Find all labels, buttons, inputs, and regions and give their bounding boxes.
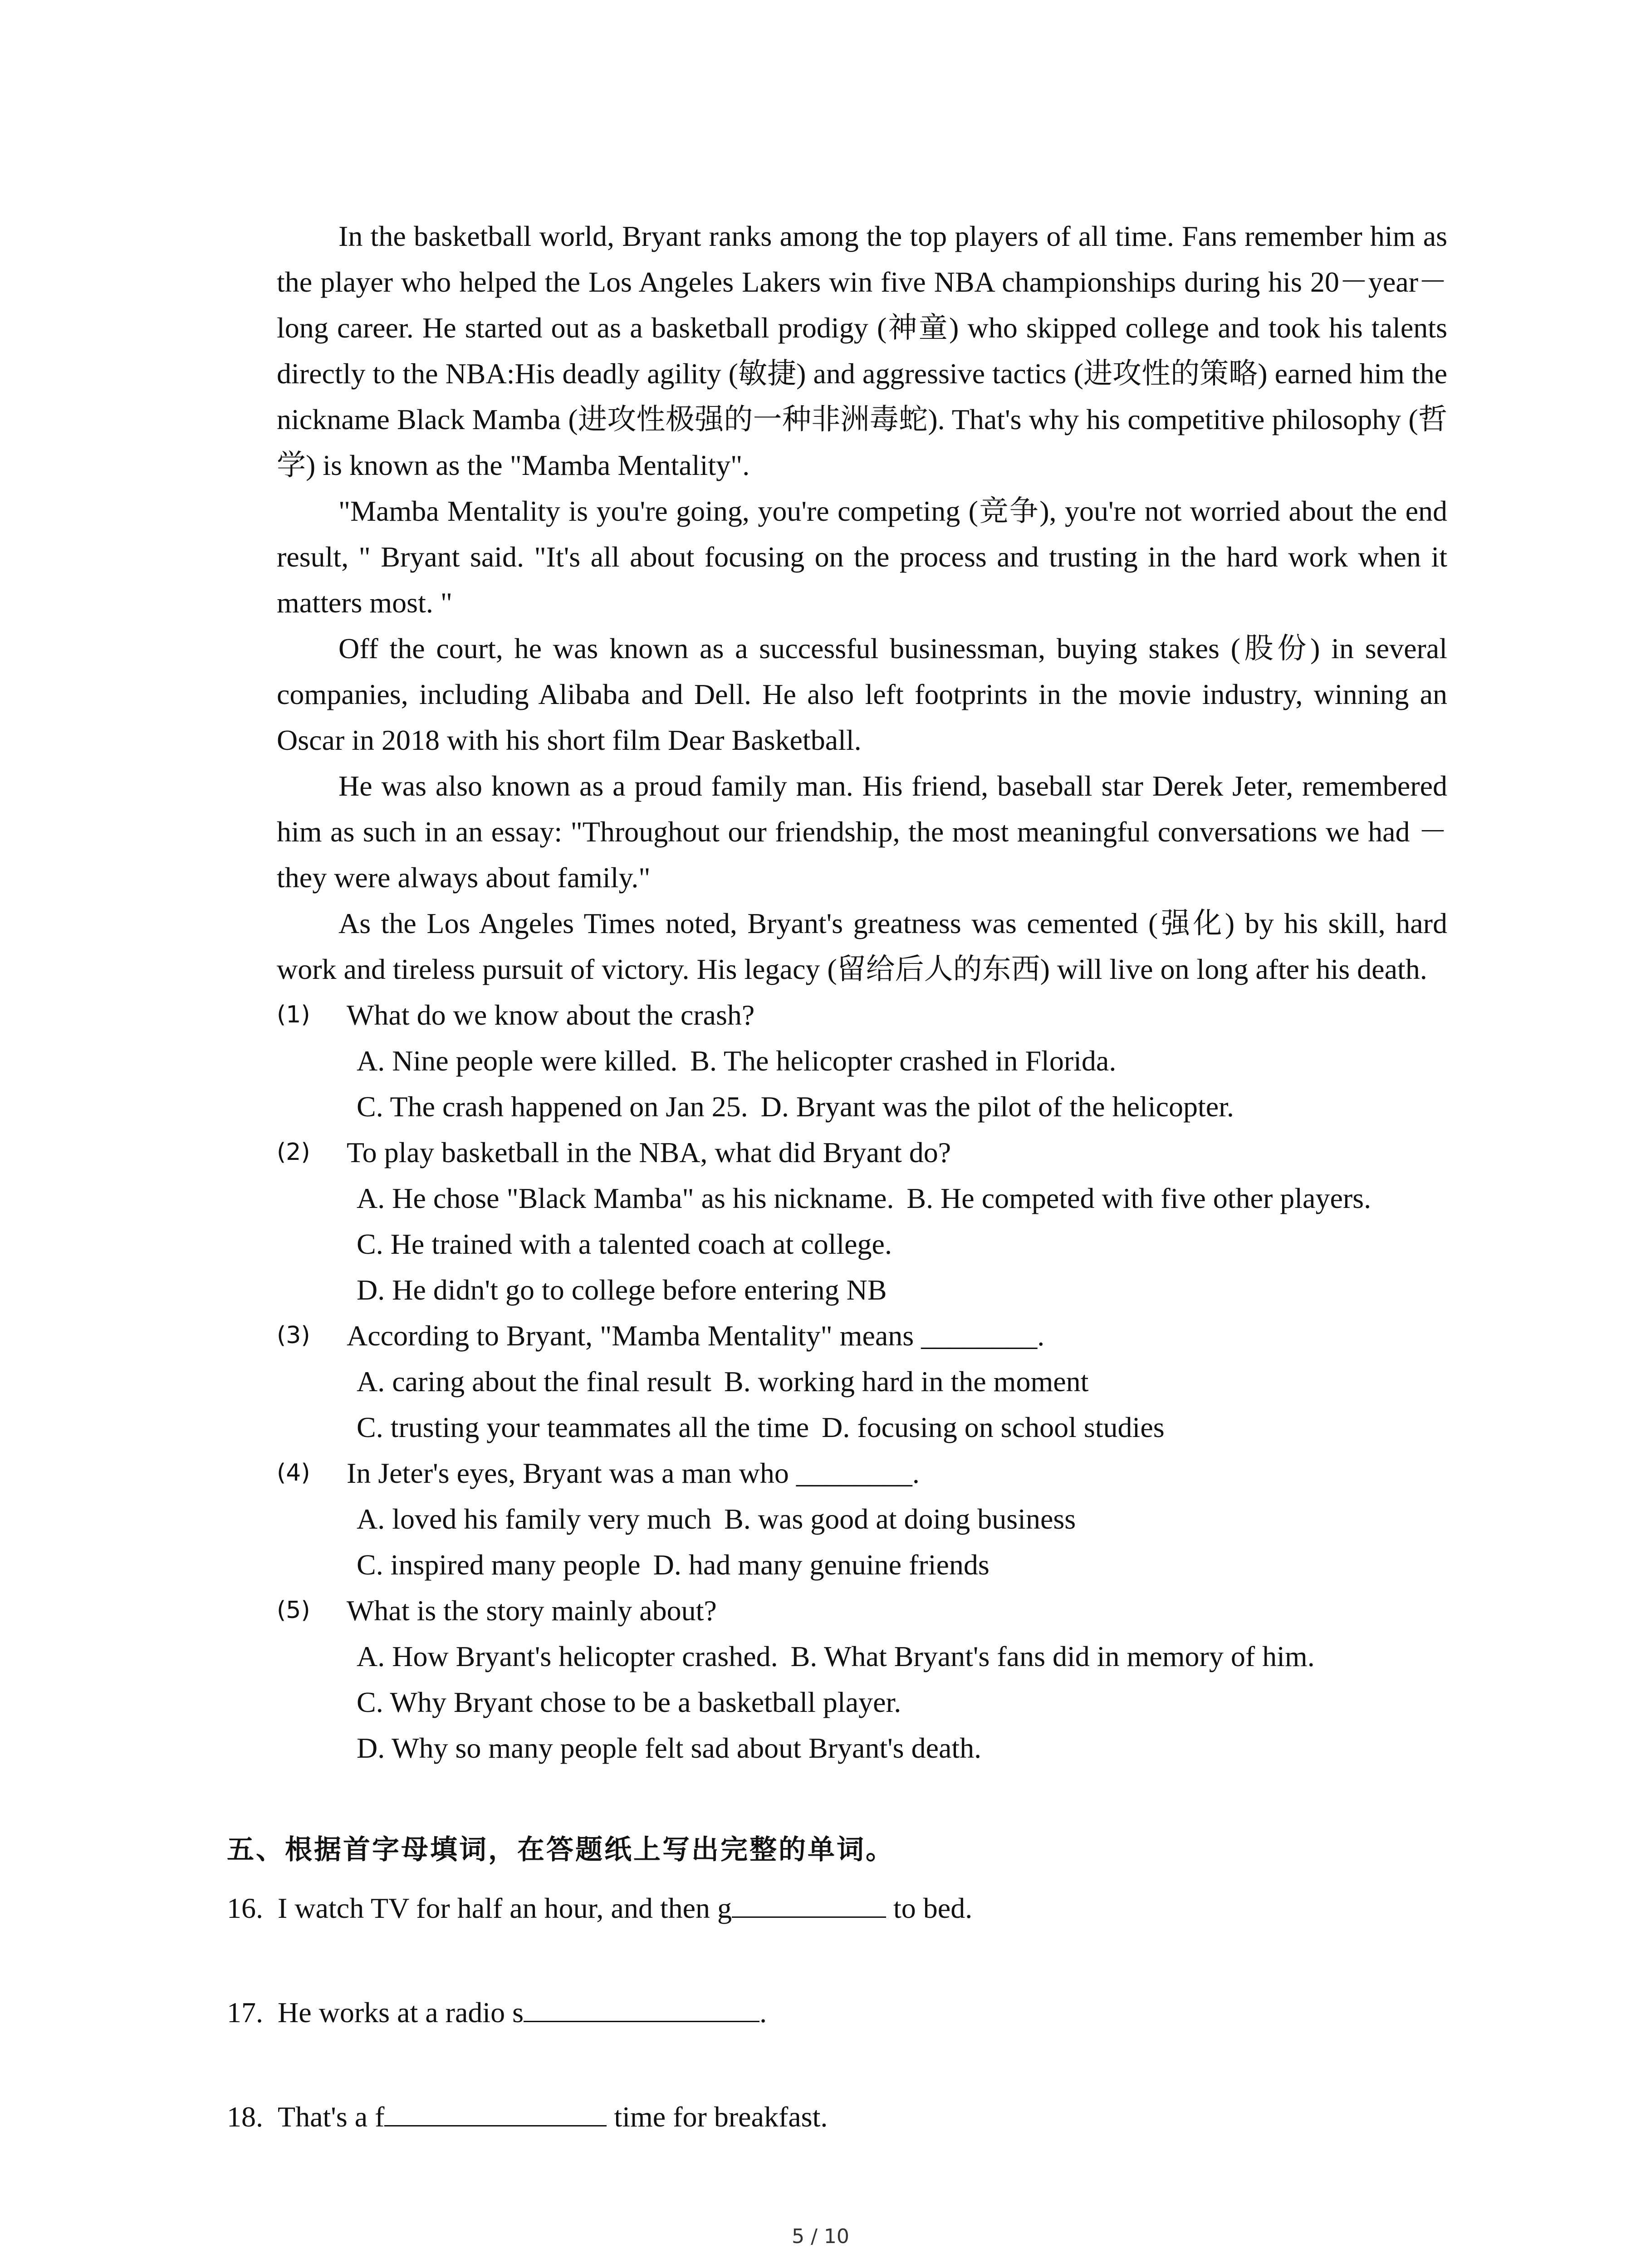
- question-text: To play basketball in the NBA, what did Bryant do?: [347, 1136, 951, 1168]
- option-line: [277, 1404, 1447, 1450]
- answer-blank[interactable]: [384, 2098, 607, 2126]
- option-line: [277, 1084, 1447, 1129]
- option-b: B. He competed with five other players.: [906, 1182, 1372, 1214]
- question-2: [277, 1129, 1447, 1313]
- option-line: [277, 1496, 1447, 1542]
- option-line: [277, 1267, 1447, 1313]
- option-c: C. He trained with a talented coach at college.: [357, 1228, 892, 1260]
- item-text-before: I watch TV for half an hour, and then g: [278, 1892, 732, 1924]
- question-text: In Jeter's eyes, Bryant was a man who ________.: [347, 1457, 920, 1489]
- answer-blank[interactable]: [524, 1994, 759, 2022]
- option-d: D. He didn't go to college before entering NB: [357, 1274, 887, 1306]
- passage-paragraph-4: He was also known as a proud family man. His friend, baseball star Derek Jeter, remembered him as such in an essay: "Throughout our friendship, the most meaningful conversations we had － they were always about family.": [277, 770, 1447, 894]
- option-b: B. The helicopter crashed in Florida.: [690, 1045, 1117, 1077]
- passage-paragraph-5: As the Los Angeles Times noted, Bryant's greatness was cemented (强化) by his skill, hard work and tireless pursuit of victory. His legacy (留给后人的东西) will live on long after his death.: [277, 907, 1447, 985]
- option-d: D. focusing on school studies: [822, 1411, 1165, 1443]
- question-4: [277, 1450, 1447, 1588]
- question-number: (3): [277, 1322, 310, 1349]
- option-b: B. was good at doing business: [724, 1503, 1076, 1535]
- option-d: D. had many genuine friends: [653, 1549, 989, 1581]
- option-line: [277, 1221, 1447, 1267]
- option-a: A. How Bryant's helicopter crashed.: [357, 1640, 778, 1672]
- question-text: What is the story mainly about?: [347, 1594, 717, 1627]
- option-line: [277, 1359, 1447, 1404]
- item-text-after: .: [759, 1996, 767, 2028]
- option-line: [277, 1679, 1447, 1725]
- option-line: [277, 1038, 1447, 1084]
- answer-blank[interactable]: [732, 1889, 886, 1918]
- question-5: [277, 1588, 1447, 1771]
- option-a: A. Nine people were killed.: [357, 1045, 678, 1077]
- question-number: (4): [277, 1459, 310, 1486]
- item-number: 16.: [227, 1892, 263, 1924]
- question-3: [277, 1313, 1447, 1450]
- option-line: [277, 1175, 1447, 1221]
- item-text-after: to bed.: [886, 1892, 973, 1924]
- passage-paragraph-3: Off the court, he was known as a successful businessman, buying stakes (股份) in several companies, including Alibaba and Dell. He also left footprints in the movie industry, winning an Oscar in 2018 with his short film Dear Basketball.: [277, 632, 1447, 756]
- question-number: (1): [277, 1001, 310, 1028]
- option-line: [277, 1725, 1447, 1771]
- passage-paragraph-1: In the basketball world, Bryant ranks among the top players of all time. Fans remember him as the player who helped the Los Angeles Lakers win five NBA championships during his 20－year－long career. He started out as a basketball prodigy (神童) who skipped college and took his talents directly to the NBA:His deadly agility (敏捷) and aggressive tactics (进攻性的策略) earned him the nickname Black Mamba (进攻性极强的一种非洲毒蛇). That's why his competitive philosophy (哲学) is known as the "Mamba Mentality".: [277, 220, 1447, 481]
- option-c: C. The crash happened on Jan 25.: [357, 1090, 748, 1123]
- option-c: C. Why Bryant chose to be a basketball player.: [357, 1686, 901, 1718]
- item-number: 18.: [227, 2101, 263, 2133]
- option-c: C. trusting your teammates all the time: [357, 1411, 809, 1443]
- option-d: D. Bryant was the pilot of the helicopter.: [760, 1090, 1234, 1123]
- fill-item-17: [227, 1994, 767, 2029]
- question-number: (2): [277, 1139, 310, 1166]
- option-b: B. What Bryant's fans did in memory of him.: [790, 1640, 1315, 1672]
- item-text-before: He works at a radio s: [278, 1996, 524, 2028]
- fill-item-16: [227, 1889, 972, 1925]
- section-title: 五、根据首字母填词，在答题纸上写出完整的单词。: [227, 1834, 895, 1866]
- fill-item-18: [227, 2098, 828, 2134]
- item-text-after: time for breakfast.: [607, 2101, 828, 2133]
- option-line: [277, 1542, 1447, 1588]
- option-a: A. caring about the final result: [357, 1365, 711, 1398]
- option-a: A. loved his family very much: [357, 1503, 712, 1535]
- passage-paragraph-2: "Mamba Mentality is you're going, you're competing (竞争), you're not worried about the end result, " Bryant said. "It's all about focusing on the process and trusting in the hard work when it matters most. ": [277, 495, 1447, 619]
- question-text: According to Bryant, "Mamba Mentality" means ________.: [347, 1320, 1045, 1352]
- question-number: (5): [277, 1597, 310, 1624]
- option-c: C. inspired many people: [357, 1549, 641, 1581]
- item-number: 17.: [227, 1996, 263, 2028]
- option-a: A. He chose "Black Mamba" as his nickname.: [357, 1182, 894, 1214]
- page-number: 5 / 10: [792, 2225, 849, 2248]
- option-b: B. working hard in the moment: [724, 1365, 1089, 1398]
- question-text: What do we know about the crash?: [347, 999, 755, 1031]
- item-text-before: That's a f: [278, 2101, 385, 2133]
- reading-passage: [277, 213, 1447, 1771]
- option-line: [277, 1633, 1447, 1679]
- question-1: [277, 992, 1447, 1129]
- option-d: D. Why so many people felt sad about Bryant's death.: [357, 1732, 982, 1764]
